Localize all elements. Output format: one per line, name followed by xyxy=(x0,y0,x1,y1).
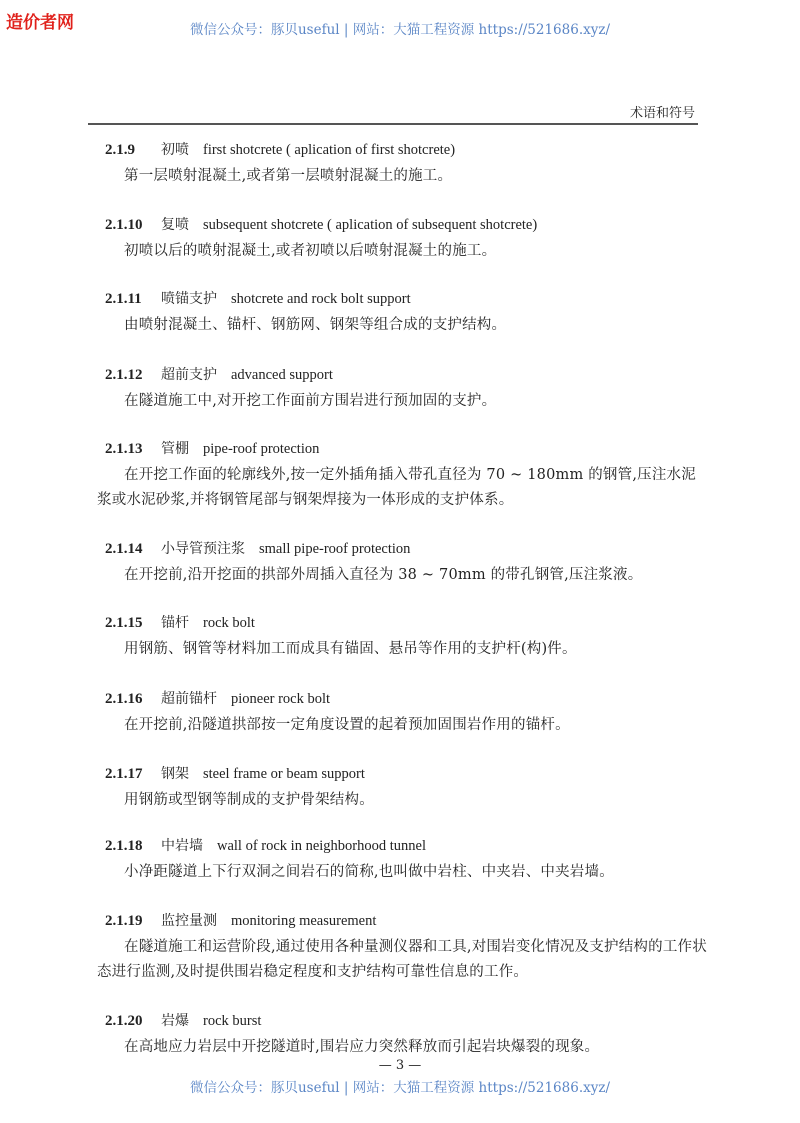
term-number: 2.1.19 xyxy=(105,913,143,929)
term-chinese: 复喷 xyxy=(161,217,189,233)
term-number: 2.1.16 xyxy=(105,691,143,707)
term-chinese: 超前锚杆 xyxy=(161,691,217,707)
running-header: 术语和符号 xyxy=(629,106,695,121)
term-number: 2.1.20 xyxy=(105,1013,143,1029)
term-heading xyxy=(97,289,707,309)
term-chinese: 初喷 xyxy=(161,142,189,158)
term-entry xyxy=(97,365,707,414)
term-english: small pipe-roof protection xyxy=(259,541,411,557)
term-chinese: 管棚 xyxy=(161,441,189,457)
term-english: shotcrete and rock bolt support xyxy=(231,291,411,307)
term-english: monitoring measurement xyxy=(231,913,377,929)
term-number: 2.1.9 xyxy=(105,142,135,158)
term-heading xyxy=(97,140,707,160)
header-rule xyxy=(88,123,698,125)
term-number: 2.1.13 xyxy=(105,441,143,457)
term-entry xyxy=(97,289,707,338)
term-definition: 在高地应力岩层中开挖隧道时,围岩应力突然释放而引起岩块爆裂的现象。 xyxy=(124,1039,600,1055)
term-definition: 小净距隧道上下行双洞之间岩石的简称,也叫做中岩柱、中夹岩、中夹岩墙。 xyxy=(124,864,614,880)
term-english: pipe-roof protection xyxy=(203,441,320,457)
term-number: 2.1.15 xyxy=(105,615,143,631)
term-heading xyxy=(97,215,707,235)
term-heading xyxy=(97,365,707,385)
term-definition: 在开挖前,沿开挖面的拱部外周插入直径为 38 ~ 70mm 的带孔钢管,压注浆液。 xyxy=(124,567,643,583)
term-definition: 由喷射混凝土、锚杆、钢筋网、钢架等组合成的支护结构。 xyxy=(124,317,507,333)
term-entry xyxy=(97,689,707,738)
term-chinese: 小导管预注浆 xyxy=(161,541,245,557)
term-chinese: 喷锚支护 xyxy=(161,291,217,307)
term-definition: 用钢筋或型钢等制成的支护骨架结构。 xyxy=(124,792,374,808)
term-number: 2.1.18 xyxy=(105,838,143,854)
term-english: advanced support xyxy=(231,367,333,383)
term-english: steel frame or beam support xyxy=(203,766,365,782)
term-english: subsequent shotcrete ( aplication of subsequent shotcrete) xyxy=(203,217,538,233)
term-chinese: 岩爆 xyxy=(161,1013,189,1029)
term-entry xyxy=(97,215,707,264)
term-chinese: 锚杆 xyxy=(161,615,189,631)
page-number: — 3 — xyxy=(378,1058,422,1073)
watermark-bottom: 微信公众号：豚贝useful | 网站：大猫工程资源 https://521686.xyz/ xyxy=(189,1080,611,1096)
term-entry xyxy=(97,836,707,885)
term-english: rock burst xyxy=(203,1013,262,1029)
term-heading xyxy=(97,689,707,709)
term-english: pioneer rock bolt xyxy=(231,691,331,707)
watermark-logo: 造价者网 xyxy=(6,13,74,33)
term-entry xyxy=(97,439,707,513)
term-definition: 在隧道施工和运营阶段,通过使用各种量测仪器和工具,对围岩变化情况及支护结构的工作状态进行监测,及时提供围岩稳定程度和支护结构可靠性信息的工作。 xyxy=(97,939,707,980)
term-english: rock bolt xyxy=(203,615,255,631)
term-chinese: 中岩墙 xyxy=(161,838,203,854)
term-definition: 第一层喷射混凝土,或者第一层喷射混凝土的施工。 xyxy=(124,168,453,184)
term-heading xyxy=(97,911,707,931)
term-definition: 在开挖前,沿隧道拱部按一定角度设置的起着预加固围岩作用的锚杆。 xyxy=(124,717,570,733)
watermark-top: 微信公众号：豚贝useful | 网站：大猫工程资源 https://521686.xyz/ xyxy=(189,22,611,38)
term-heading xyxy=(97,613,707,633)
term-number: 2.1.12 xyxy=(105,367,143,383)
term-heading xyxy=(97,1011,707,1031)
term-english: wall of rock in neighborhood tunnel xyxy=(217,838,426,854)
term-entry xyxy=(97,539,707,588)
term-heading xyxy=(97,836,707,856)
term-entry xyxy=(97,140,707,189)
term-number: 2.1.11 xyxy=(105,291,142,307)
term-heading xyxy=(97,439,707,459)
term-entry xyxy=(97,764,707,813)
term-entry xyxy=(97,1011,707,1060)
term-chinese: 监控量测 xyxy=(161,913,217,929)
term-heading xyxy=(97,764,707,784)
term-chinese: 超前支护 xyxy=(161,367,217,383)
term-chinese: 钢架 xyxy=(161,766,189,782)
term-heading xyxy=(97,539,707,559)
term-definition: 在开挖工作面的轮廓线外,按一定外插角插入带孔直径为 70 ~ 180mm 的钢管,压注水泥浆或水泥砂浆,并将钢管尾部与钢架焊接为一体形成的支护体系。 xyxy=(97,467,696,508)
term-number: 2.1.17 xyxy=(105,766,143,782)
term-english: first shotcrete ( aplication of first shotcrete) xyxy=(203,142,456,158)
term-entry xyxy=(97,911,707,985)
term-definition: 初喷以后的喷射混凝土,或者初喷以后喷射混凝土的施工。 xyxy=(124,243,497,259)
term-entry xyxy=(97,613,707,662)
term-number: 2.1.14 xyxy=(105,541,143,557)
term-definition: 在隧道施工中,对开挖工作面前方围岩进行预加固的支护。 xyxy=(124,393,497,409)
term-definition: 用钢筋、钢管等材料加工而成具有锚固、悬吊等作用的支护杆(构)件。 xyxy=(124,641,577,657)
term-number: 2.1.10 xyxy=(105,217,143,233)
